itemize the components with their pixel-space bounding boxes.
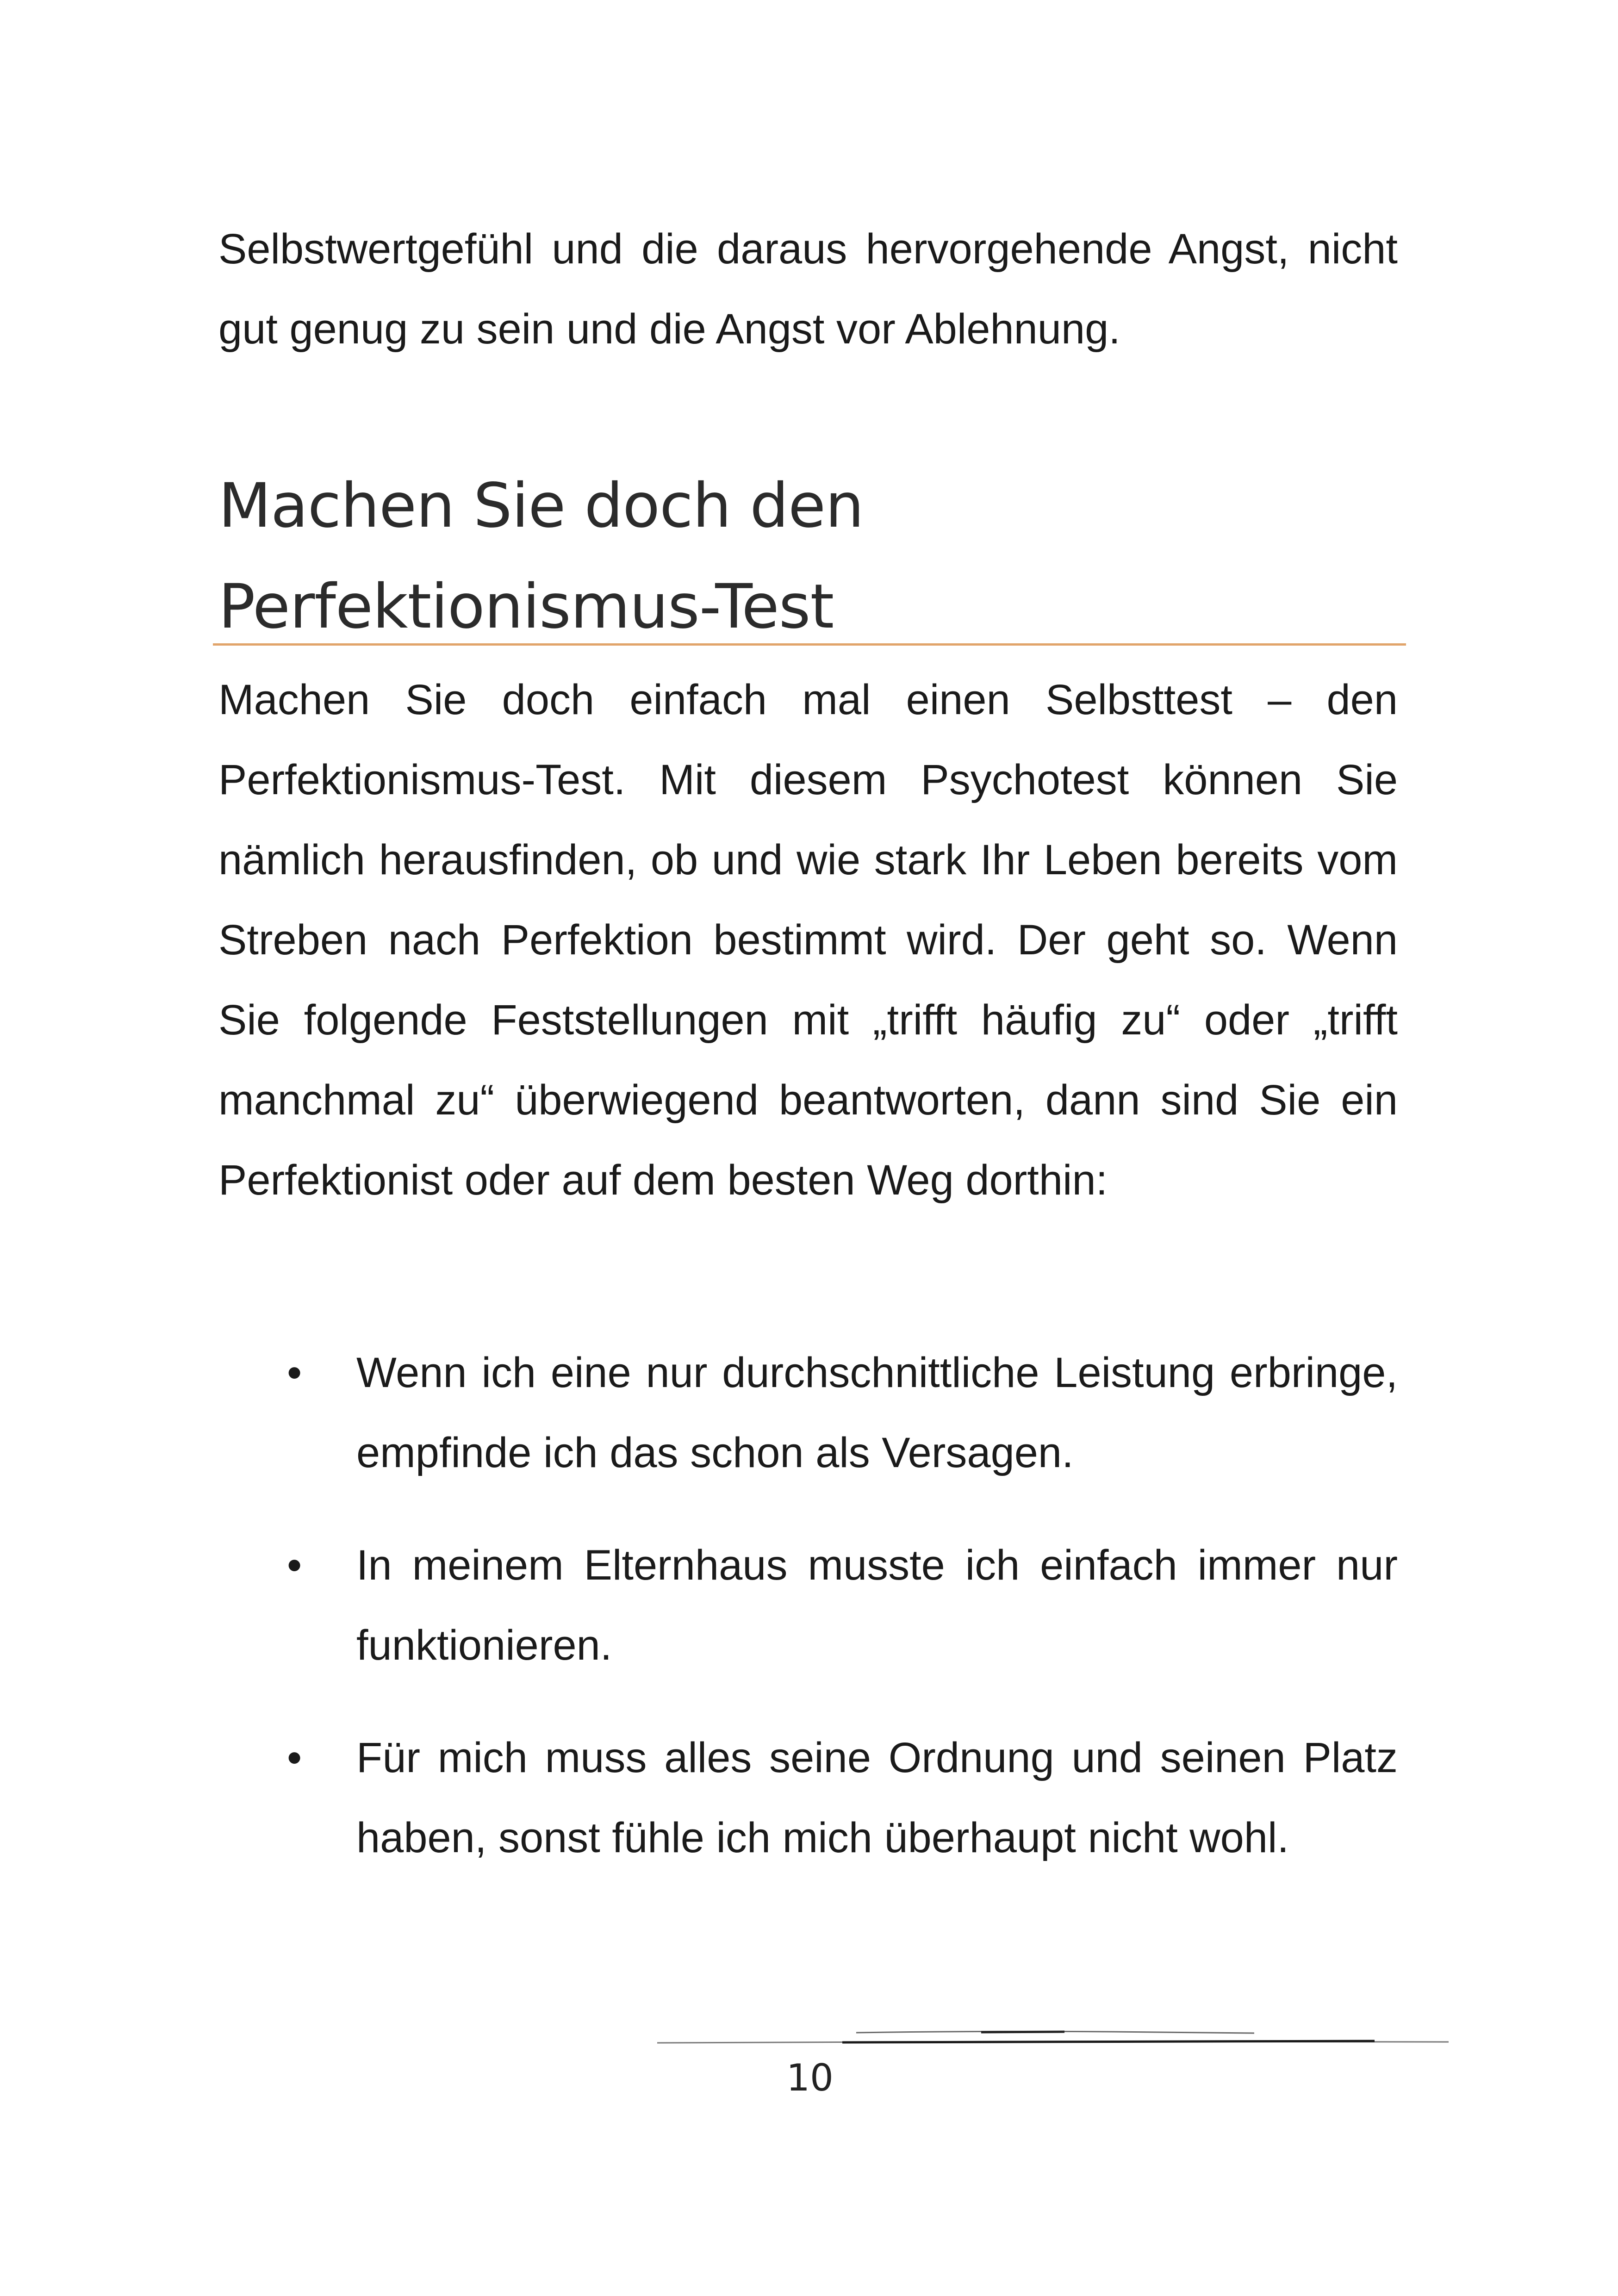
list-item-text: In meinem Elternhaus musste ich einfach immer nur funktionieren. bbox=[356, 1542, 1398, 1669]
list-item bbox=[218, 1525, 1398, 1686]
list-item bbox=[218, 1333, 1398, 1493]
bullet-icon: • bbox=[287, 1542, 302, 1589]
heading-underline bbox=[213, 643, 1406, 646]
main-paragraph: Machen Sie doch einfach mal einen Selbsttest – den Perfektionismus-Test. Mit diesem Psychotest können Sie nämlich herausfinden, ob und wie stark Ihr Leben bereits vom Streben nach Perfektion bestimmt wird. Der geht so. Wenn Sie folgende Feststellungen mit „trifft häufig zu“ oder „trifft manchmal zu“ überwiegend beantworten, dann sind Sie ein Perfektionist oder auf dem besten Weg dorthin: bbox=[218, 676, 1398, 1204]
footer-lines-icon bbox=[657, 2029, 1449, 2047]
list-item-text: Für mich muss alles seine Ordnung und seinen Platz haben, sonst fühle ich mich überhaupt nicht wohl. bbox=[356, 1734, 1398, 1861]
statement-list bbox=[218, 1333, 1398, 1910]
bullet-icon: • bbox=[287, 1734, 302, 1781]
section-heading-line-2: Perfektionismus-Test bbox=[218, 571, 834, 642]
section-heading bbox=[218, 455, 1403, 657]
bullet-icon: • bbox=[287, 1349, 302, 1396]
section-heading-line-1: Machen Sie doch den bbox=[218, 470, 864, 541]
page-number: 10 bbox=[786, 2056, 834, 2099]
list-item-text: Wenn ich eine nur durchschnittliche Leistung erbringe, empfinde ich das schon als Versagen. bbox=[356, 1349, 1398, 1476]
list-item bbox=[218, 1718, 1398, 1878]
intro-paragraph: Selbstwertgefühl und die daraus hervorgehende Angst, nicht gut genug zu sein und die Angst vor Ablehnung. bbox=[218, 225, 1398, 353]
footer-decoration bbox=[657, 2029, 1449, 2047]
